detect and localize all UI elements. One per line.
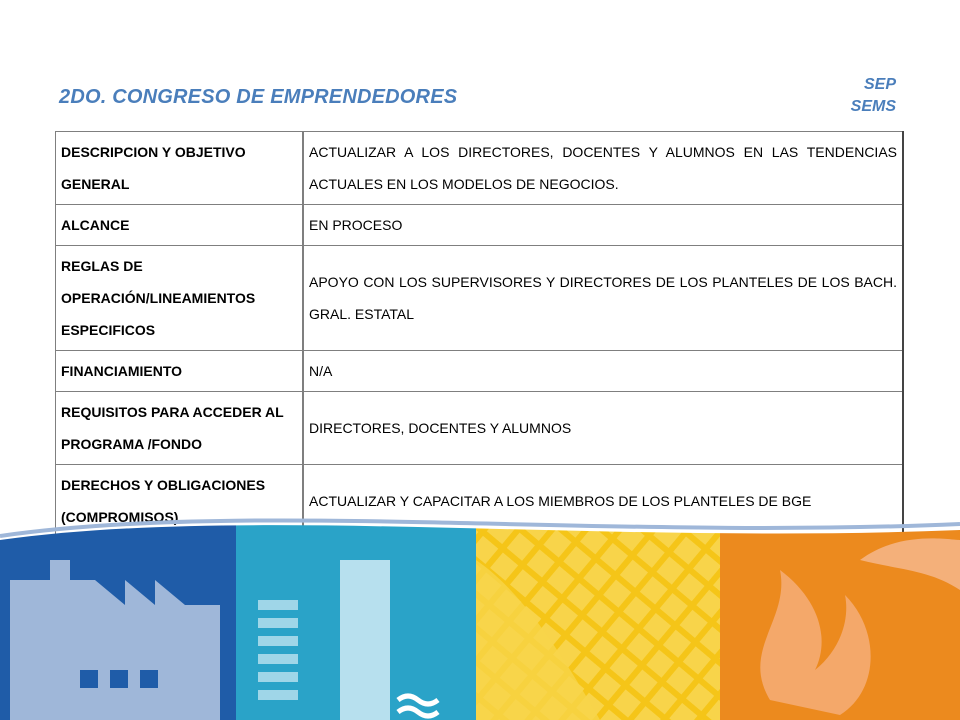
org-sems: SEMS (850, 98, 896, 115)
table-row (56, 132, 904, 205)
organization-label (851, 74, 896, 118)
row-label: ALCANCE (56, 205, 304, 246)
row-value: ACTUALIZAR A LOS DIRECTORES, DOCENTES Y ALUMNOS EN LAS TENDENCIAS ACTUALES EN LOS MODELOS DE NEGOCIOS. (303, 132, 903, 205)
row-label: FINANCIAMIENTO (56, 351, 304, 392)
row-value: APOYO CON LOS SUPERVISORES Y DIRECTORES DE LOS PLANTELES DE LOS BACH. GRAL. ESTATAL (303, 246, 903, 351)
row-label: REGLAS DE OPERACIÓN/LINEAMIENTOS ESPECIFICOS (56, 246, 304, 351)
row-label: DERECHOS Y OBLIGACIONES (COMPROMISOS) (56, 465, 304, 538)
row-value: DIRECTORES, DOCENTES Y ALUMNOS (303, 392, 903, 465)
table-row (56, 246, 904, 351)
row-label: DESCRIPCION Y OBJETIVO GENERAL (56, 132, 304, 205)
row-value: ACTUALIZAR Y CAPACITAR A LOS MIEMBROS DE LOS PLANTELES DE BGE (303, 465, 903, 538)
org-sep: SEP (863, 76, 896, 93)
page-title: 2DO. CONGRESO DE EMPRENDEDORES (59, 86, 458, 108)
table-row (56, 205, 904, 246)
table-row (56, 392, 904, 465)
table-row (56, 351, 904, 392)
row-value: N/A (303, 351, 903, 392)
decorative-banner (0, 500, 960, 720)
row-label: REQUISITOS PARA ACCEDER AL PROGRAMA /FONDO (56, 392, 304, 465)
row-value: EN PROCESO (303, 205, 903, 246)
